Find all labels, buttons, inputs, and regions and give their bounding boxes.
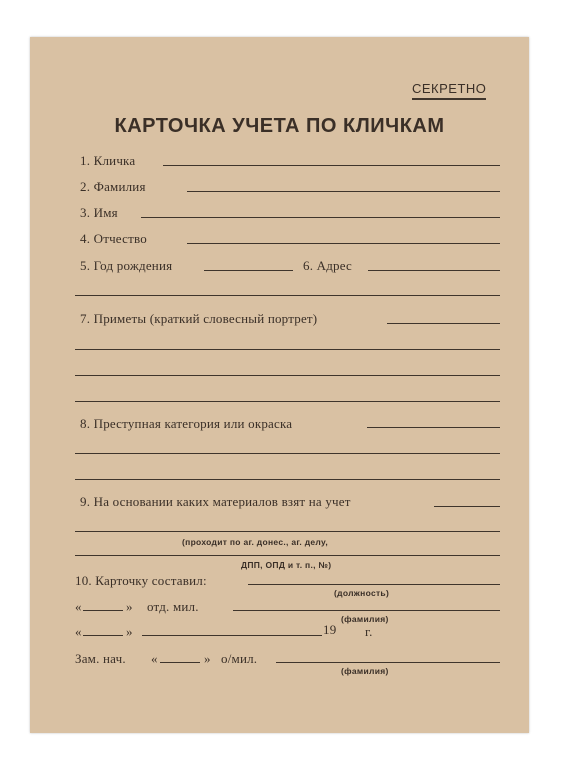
field-patronymic-line[interactable] xyxy=(187,243,500,244)
registration-card xyxy=(30,37,529,733)
field-name-label: 3. Имя xyxy=(80,205,118,220)
field-basis-label: 9. На основании каких материалов взят на учет xyxy=(80,494,351,509)
field-surname-label: 2. Фамилия xyxy=(80,179,146,194)
dept-number-line[interactable] xyxy=(83,610,123,611)
date-day-line[interactable] xyxy=(83,635,123,636)
field-address-label: 6. Адрес xyxy=(303,258,352,273)
quote-close-2: » xyxy=(126,624,133,639)
quote-close-3: » xyxy=(204,651,211,666)
field-features-line-2[interactable] xyxy=(75,349,500,350)
dept-label: отд. мил. xyxy=(147,599,199,614)
quote-open-3: « xyxy=(151,651,158,666)
dept-surname-line[interactable] xyxy=(233,610,500,611)
year-prefix: 19 xyxy=(323,622,337,637)
field-author-position-hint: (должность) xyxy=(334,588,390,598)
field-basis-line-3[interactable] xyxy=(75,555,500,556)
field-birth-year-label: 5. Год рождения xyxy=(80,258,173,273)
field-nickname-line[interactable] xyxy=(163,165,500,166)
field-basis-hint-1: (проходит по аг. донес., аг. делу, xyxy=(182,537,329,547)
quote-close-1: » xyxy=(126,599,133,614)
dept-surname-hint: (фамилия) xyxy=(341,614,389,624)
field-basis-line-2[interactable] xyxy=(75,531,500,532)
field-features-line-3[interactable] xyxy=(75,375,500,376)
year-suffix: г. xyxy=(365,624,373,639)
field-birth-year-line[interactable] xyxy=(204,270,293,271)
deputy-label: Зам. нач. xyxy=(75,651,126,666)
field-basis-line[interactable] xyxy=(434,506,500,507)
deputy-dept-line[interactable] xyxy=(160,662,200,663)
field-author-position-line[interactable] xyxy=(248,584,500,585)
secret-stamp: СЕКРЕТНО xyxy=(412,81,486,100)
field-category-line[interactable] xyxy=(367,427,500,428)
field-name-line[interactable] xyxy=(141,217,500,218)
quote-open-1: « xyxy=(75,599,82,614)
field-category-label: 8. Преступная категория или окраска xyxy=(80,416,293,431)
deputy-dept-label: о/мил. xyxy=(221,651,258,666)
quote-open-2: « xyxy=(75,624,82,639)
field-features-line-4[interactable] xyxy=(75,401,500,402)
field-features-line[interactable] xyxy=(387,323,500,324)
date-month-line[interactable] xyxy=(142,635,322,636)
deputy-surname-line[interactable] xyxy=(276,662,500,663)
field-nickname-label: 1. Кличка xyxy=(80,153,136,168)
field-patronymic-label: 4. Отчество xyxy=(80,231,147,246)
field-address-line-2[interactable] xyxy=(75,295,500,296)
field-category-line-3[interactable] xyxy=(75,479,500,480)
field-features-label: 7. Приметы (краткий словесный портрет) xyxy=(80,311,318,326)
field-author-label: 10. Карточку составил: xyxy=(75,573,207,588)
field-basis-hint-2: ДПП, ОПД и т. п., №) xyxy=(241,560,332,570)
field-surname-line[interactable] xyxy=(187,191,500,192)
field-address-line[interactable] xyxy=(368,270,500,271)
card-title: КАРТОЧКА УЧЕТА ПО КЛИЧКАМ xyxy=(114,115,445,137)
field-category-line-2[interactable] xyxy=(75,453,500,454)
deputy-surname-hint: (фамилия) xyxy=(341,666,389,676)
